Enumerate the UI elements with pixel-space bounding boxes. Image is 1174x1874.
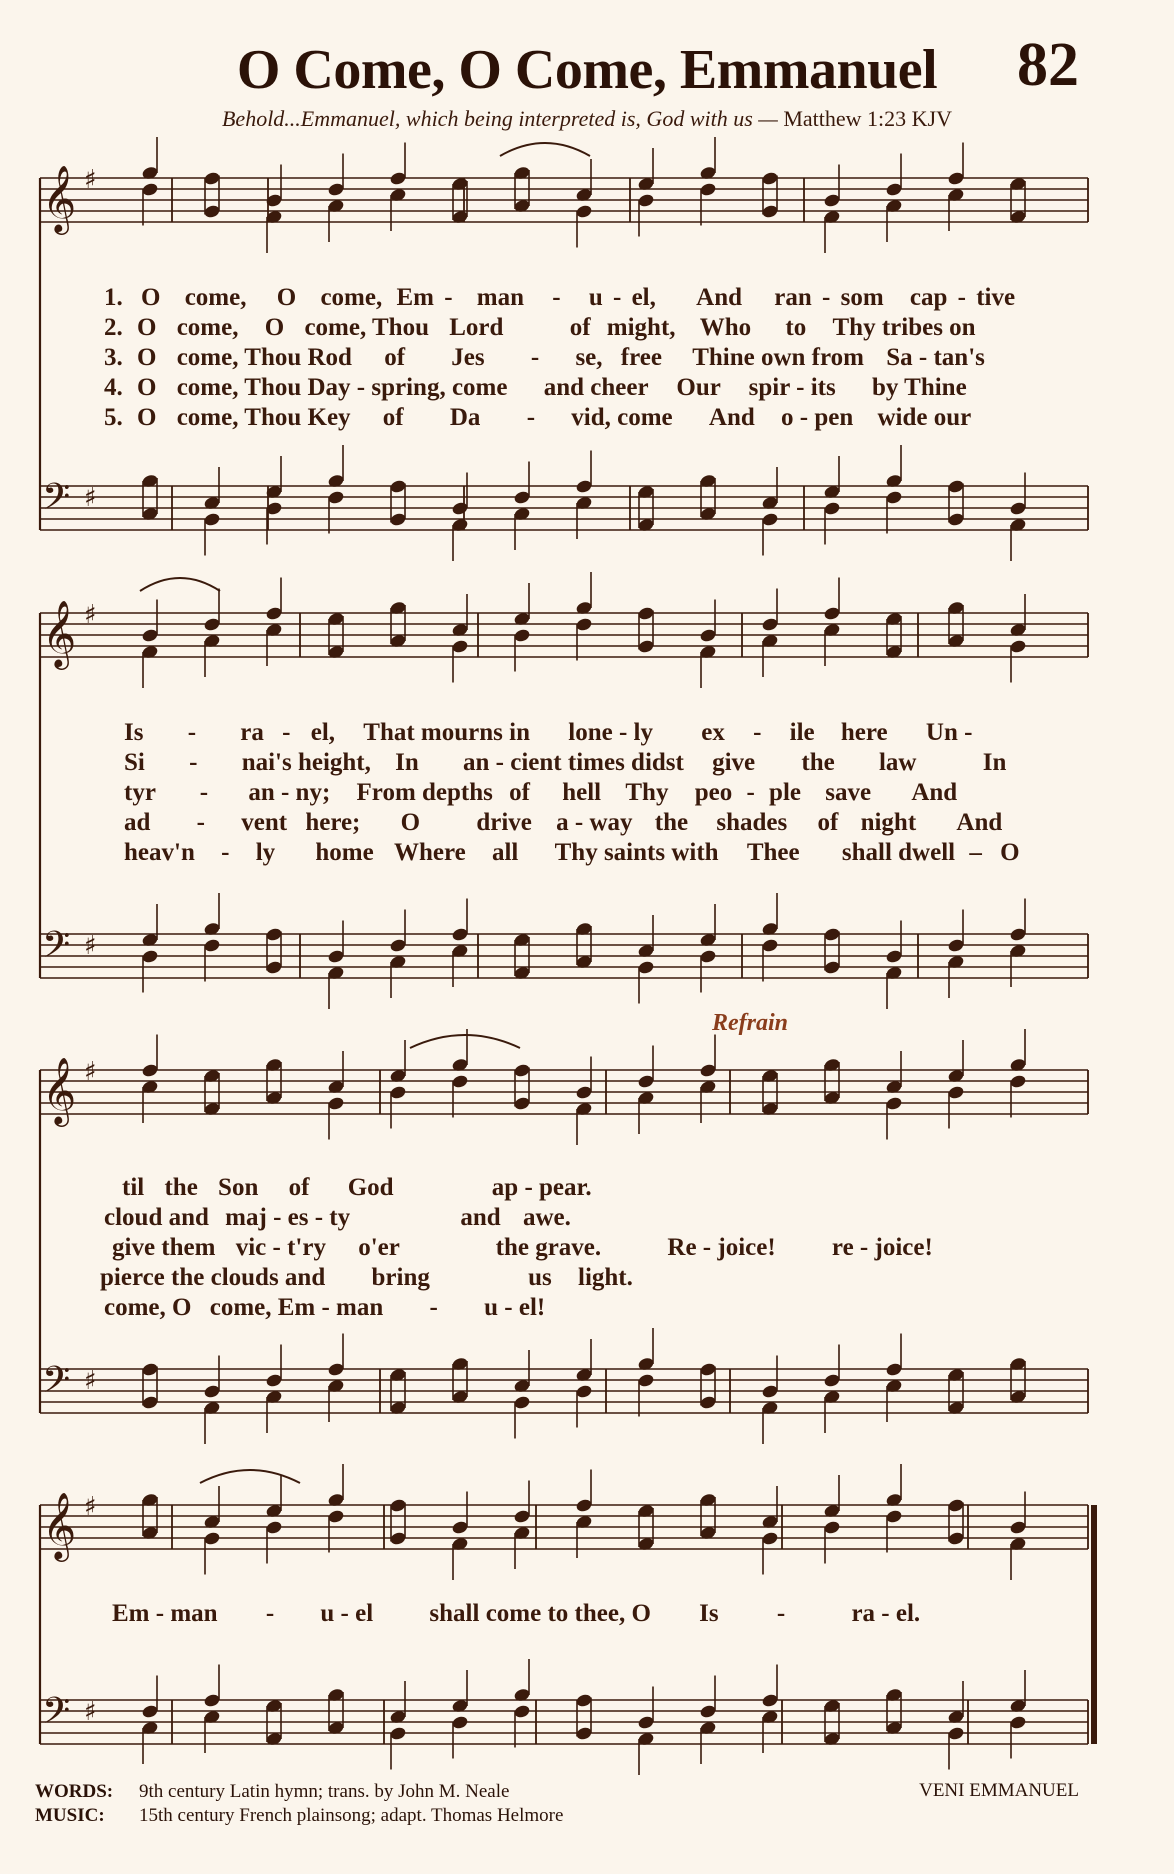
lyric-syllable: u - el! — [484, 1294, 546, 1321]
lyric-syllable: ple — [769, 779, 801, 806]
lyric-syllable: Un - — [925, 719, 973, 746]
tune-name: VENI EMMANUEL — [919, 1780, 1079, 1801]
refrain-label: Refrain — [712, 1010, 789, 1036]
lyric-syllable: light. — [578, 1264, 633, 1291]
bass-clef-icon: 𝄢 — [42, 1359, 71, 1410]
lyric-syllable: here — [840, 719, 888, 746]
treble-clef-icon: 𝄞 — [42, 599, 77, 667]
lyric-syllable: Thy saints with — [554, 839, 719, 866]
bass-clef-icon: 𝄢 — [42, 924, 71, 975]
lyric-hyphen: - — [282, 719, 291, 746]
lyric-syllable: O — [141, 284, 161, 311]
lyric-syllable: Son — [218, 1174, 259, 1201]
lyric-syllable: come, Thou Rod — [176, 344, 352, 371]
treble-clef-icon: 𝄞 — [42, 164, 77, 232]
slur — [200, 1470, 300, 1483]
bass-clef-icon: 𝄢 — [42, 1690, 71, 1741]
words-label: WORDS: — [35, 1781, 114, 1802]
lyric-syllable: ile — [789, 719, 815, 746]
lyric-syllable: Where — [393, 839, 466, 866]
lyric-syllable: here; — [305, 809, 361, 836]
lyric-syllable: awe. — [522, 1204, 571, 1231]
lyric-syllable: of — [817, 809, 839, 836]
treble-clef-icon: 𝄞 — [42, 1056, 77, 1124]
lyric-syllable: come, — [184, 284, 247, 311]
lyric-syllable: might, — [606, 314, 676, 341]
lyric-syllable: That mourns in — [363, 719, 530, 746]
lyric-syllable: the — [801, 749, 835, 776]
lyric-syllable: Sa - tan's — [886, 344, 985, 371]
lyric-syllable: Thee — [746, 839, 800, 866]
lyric-hyphen: - — [189, 749, 198, 776]
lyric-syllable: pierce the clouds and — [100, 1264, 326, 1291]
lyric-syllable: O — [137, 344, 157, 371]
lyric-syllable: Re - joice! — [667, 1234, 776, 1261]
lyric-syllable: In — [982, 749, 1007, 776]
lyric-syllable: Em - man — [112, 1600, 218, 1627]
sharp-key-signature: ♯ — [84, 165, 97, 195]
lyric-syllable: And — [696, 284, 743, 311]
verse-4-line-3 — [100, 1264, 633, 1292]
lyric-syllable: O — [137, 374, 157, 401]
verse-number: 2. — [104, 314, 123, 341]
verse-5-line-1 — [104, 404, 971, 432]
lyric-syllable: O — [1000, 839, 1020, 866]
lyric-syllable: ex — [701, 719, 725, 746]
lyric-syllable: God — [347, 1174, 394, 1201]
lyric-hyphen: - — [187, 719, 197, 746]
verse-number: 3. — [104, 344, 123, 371]
lyric-syllable: cloud and — [104, 1204, 209, 1231]
verse-5-line-3 — [104, 1294, 545, 1322]
lyric-syllable: O — [400, 809, 421, 836]
lyric-syllable: come, Em - man — [209, 1294, 384, 1321]
treble-clef-icon: 𝄞 — [42, 1491, 77, 1559]
lyric-syllable: of — [569, 314, 591, 341]
credits — [35, 1780, 563, 1828]
lyric-syllable: free — [620, 344, 662, 371]
lyric-syllable: re - joice! — [831, 1234, 933, 1261]
lyric-syllable: an - ny; — [248, 779, 331, 806]
lyric-hyphen: - — [530, 344, 540, 371]
lyric-syllable: Is — [124, 719, 144, 746]
lyric-syllable: of — [509, 779, 530, 806]
lyric-syllable: ra - el. — [851, 1600, 921, 1627]
verse-3-line-2 — [124, 779, 957, 807]
lyric-syllable: til — [122, 1174, 145, 1201]
lyric-syllable: home — [315, 839, 374, 866]
lyric-syllable: Jes — [451, 344, 485, 371]
lyric-syllable: Si — [124, 749, 145, 776]
music-source: 15th century French plainsong; adapt. Thomas Helmore — [139, 1805, 564, 1826]
verse-3-line-1 — [104, 344, 985, 372]
lyric-syllable: vic - t'ry — [235, 1234, 326, 1261]
lyric-hyphen: – — [969, 839, 982, 866]
lyric-syllable: an - cient times didst — [463, 749, 684, 776]
sharp-key-signature: ♯ — [84, 1366, 97, 1396]
lyric-syllable: Who — [699, 314, 752, 341]
lyric-syllable: ad — [124, 809, 151, 836]
lyric-syllable: In — [395, 749, 419, 776]
lyric-syllable: cap - tive — [909, 284, 1016, 311]
lyric-hyphen: - — [776, 1600, 786, 1627]
lyric-syllable: of — [384, 344, 406, 371]
verse-4-line-1 — [104, 374, 967, 402]
sharp-key-signature: ♯ — [84, 931, 97, 961]
lyric-syllable: of — [288, 1174, 310, 1201]
lyric-syllable: ran - som — [774, 284, 884, 311]
slur — [410, 1035, 520, 1048]
lyric-hyphen: - — [196, 809, 205, 836]
lyric-syllable: Lord — [449, 314, 504, 341]
lyric-syllable: Da — [449, 404, 481, 431]
lyric-syllable: maj - es - ty — [225, 1204, 351, 1231]
bass-clef-icon: 𝄢 — [42, 476, 71, 527]
lyric-syllable: Is — [699, 1600, 719, 1627]
lyric-syllable: wide our — [877, 404, 972, 431]
lyric-syllable: the grave. — [495, 1234, 602, 1261]
lyric-syllable: ly — [255, 839, 276, 866]
lyric-syllable: shall dwell — [841, 839, 956, 866]
lyric-syllable: se, — [575, 344, 603, 371]
verse-1-line-3 — [122, 1174, 592, 1202]
verse-number: 4. — [104, 374, 123, 401]
scripture-citation: Matthew 1:23 KJV — [783, 106, 952, 131]
lyric-hyphen: - — [753, 719, 762, 746]
lyric-syllable: give them — [112, 1234, 216, 1261]
lyric-syllable: and cheer — [543, 374, 649, 401]
lyric-syllable: come, O — [104, 1294, 192, 1321]
lyric-syllable: u - el — [320, 1600, 374, 1627]
lyric-syllable: law — [878, 749, 917, 776]
lyric-syllable: And — [956, 809, 1003, 836]
lyric-syllable: Thine own from — [692, 344, 864, 371]
lyric-hyphen: - — [265, 1600, 275, 1627]
lyric-syllable: ra — [240, 719, 264, 746]
lyric-syllable: heav'n — [124, 839, 195, 866]
lyric-syllable: O — [137, 404, 157, 431]
verse-1-line-2 — [124, 719, 972, 747]
lyric-syllable: Thy — [625, 779, 669, 806]
lyric-syllable: hell — [562, 779, 602, 806]
scripture-text: Behold...Emmanuel, which being interpreted is, God with us — — [221, 106, 778, 131]
verse-2-line-1 — [104, 314, 976, 342]
lyric-syllable: O — [137, 314, 157, 341]
lyric-syllable: the — [164, 1174, 198, 1201]
lyric-syllable: peo — [694, 779, 733, 806]
verse-5-line-2 — [124, 839, 1020, 867]
words-credit — [35, 1780, 563, 1804]
slur — [500, 143, 590, 156]
lyric-syllable: come, — [176, 314, 239, 341]
lyric-syllable: come, Thou — [304, 314, 429, 341]
lyric-hyphen: - — [746, 779, 755, 806]
lyric-syllable: drive — [476, 809, 532, 836]
verse-number: 1. — [104, 284, 123, 311]
refrain-line — [112, 1600, 920, 1628]
lyric-syllable: o'er — [358, 1234, 400, 1261]
verse-1-line-1 — [104, 284, 1015, 312]
sharp-key-signature: ♯ — [84, 1492, 97, 1522]
lyric-syllable: vid, come — [571, 404, 673, 431]
lyric-syllable: and — [460, 1204, 501, 1231]
lyric-syllable: o - pen — [781, 404, 854, 431]
hymn-title: O Come, O Come, Emmanuel — [236, 39, 938, 101]
lyric-syllable: From depths — [356, 779, 493, 806]
lyric-syllable: O — [276, 284, 297, 311]
sharp-key-signature: ♯ — [84, 483, 97, 513]
lyric-syllable: all — [491, 839, 519, 866]
hymn-number: 82 — [1017, 31, 1079, 99]
lyric-syllable: Our — [676, 374, 721, 401]
sharp-key-signature: ♯ — [84, 600, 97, 630]
lyric-syllable: And — [911, 779, 958, 806]
lyric-syllable: by Thine — [871, 374, 967, 401]
lyric-syllable: come, Thou Day - spring, come — [176, 374, 508, 401]
verse-4-line-2 — [124, 809, 1002, 837]
lyric-syllable: give — [712, 749, 756, 776]
lyric-syllable: lone - ly — [568, 719, 653, 746]
lyric-syllable: the — [654, 809, 689, 836]
lyric-hyphen: - — [221, 839, 230, 866]
lyric-syllable: man — [476, 284, 525, 311]
verse-3-line-3 — [112, 1234, 933, 1262]
lyric-syllable: tyr — [124, 779, 156, 806]
lyric-syllable: bring — [371, 1264, 430, 1291]
lyric-syllable: a - way — [556, 809, 633, 836]
lyric-syllable: u - el, — [588, 284, 656, 311]
lyric-syllable: O — [264, 314, 285, 341]
lyric-syllable: el, — [310, 719, 336, 746]
verse-number: 5. — [104, 404, 123, 431]
sharp-key-signature: ♯ — [84, 1697, 97, 1727]
music-label: MUSIC: — [35, 1805, 105, 1826]
lyric-syllable: nai's height, — [241, 749, 371, 776]
lyric-syllable: night — [860, 809, 917, 836]
lyric-syllable: shades — [716, 809, 788, 836]
sharp-key-signature: ♯ — [84, 1057, 97, 1087]
lyric-syllable: Thy tribes on — [832, 314, 976, 341]
lyric-hyphen: - — [552, 284, 561, 311]
lyric-syllable: to — [785, 314, 807, 341]
slur — [140, 578, 220, 591]
lyric-syllable: And — [708, 404, 755, 431]
lyric-syllable: ap - pear. — [491, 1174, 592, 1201]
lyric-hyphen: - — [429, 1294, 438, 1321]
lyric-syllable: come, — [320, 284, 383, 311]
lyric-syllable: shall come to thee, O — [429, 1600, 651, 1627]
lyric-syllable: vent — [241, 809, 288, 836]
lyric-hyphen: - — [199, 779, 209, 806]
lyric-syllable: save — [825, 779, 872, 806]
lyric-syllable: of — [382, 404, 404, 431]
lyric-hyphen: - — [526, 404, 536, 431]
lyric-syllable: Em - — [396, 284, 453, 311]
music-credit — [35, 1804, 563, 1828]
lyric-syllable: come, Thou Key — [176, 404, 351, 431]
verse-2-line-2 — [124, 749, 1006, 777]
lyric-syllable: us — [528, 1264, 552, 1291]
verse-2-line-3 — [104, 1204, 571, 1232]
words-source: 9th century Latin hymn; trans. by John M. Neale — [139, 1781, 510, 1802]
lyric-syllable: spir - its — [748, 374, 836, 401]
